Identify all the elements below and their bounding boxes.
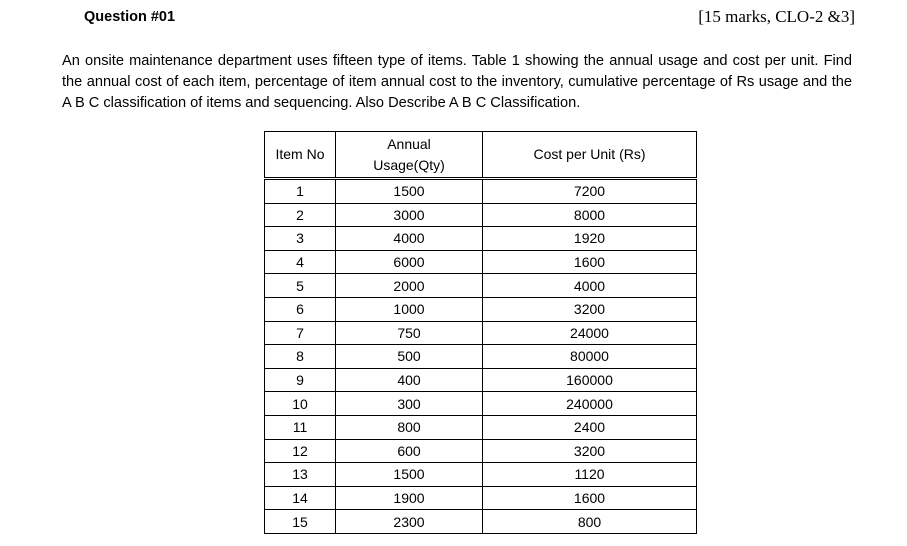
cell-item-no: 2 (265, 203, 336, 227)
question-text: An onsite maintenance department uses fifteen type of items. Table 1 showing the annual usage and cost per unit. Find the annual cost of each item, percentage of item annual cost to the inventory, cumulative percentage of Rs usage and the A B C classification of items and sequencing. Also Describe A B C Classification. (62, 53, 852, 111)
cell-cost-per-unit: 4000 (483, 274, 697, 298)
table-row (265, 510, 697, 534)
cell-cost-per-unit: 7200 (483, 179, 697, 204)
cell-cost-per-unit: 160000 (483, 368, 697, 392)
table-row (265, 179, 697, 204)
cell-item-no: 13 (265, 463, 336, 487)
cell-annual-usage: 600 (336, 439, 483, 463)
cell-item-no: 14 (265, 486, 336, 510)
cell-cost-per-unit: 3200 (483, 297, 697, 321)
table-row (265, 297, 697, 321)
cell-cost-per-unit: 1920 (483, 227, 697, 251)
cell-item-no: 8 (265, 345, 336, 369)
table-row (265, 227, 697, 251)
cell-item-no: 5 (265, 274, 336, 298)
cell-cost-per-unit: 8000 (483, 203, 697, 227)
table-row (265, 250, 697, 274)
cell-annual-usage: 2300 (336, 510, 483, 534)
cell-cost-per-unit: 80000 (483, 345, 697, 369)
cell-cost-per-unit: 3200 (483, 439, 697, 463)
table-row (265, 392, 697, 416)
cell-annual-usage: 2000 (336, 274, 483, 298)
cell-annual-usage: 300 (336, 392, 483, 416)
cell-item-no: 7 (265, 321, 336, 345)
table-row (265, 486, 697, 510)
table-row (265, 203, 697, 227)
table-row (265, 274, 697, 298)
table-row (265, 345, 697, 369)
cell-annual-usage: 6000 (336, 250, 483, 274)
cell-annual-usage: 500 (336, 345, 483, 369)
cell-item-no: 9 (265, 368, 336, 392)
cell-annual-usage: 1500 (336, 179, 483, 204)
cell-item-no: 11 (265, 415, 336, 439)
cell-item-no: 1 (265, 179, 336, 204)
cell-annual-usage: 800 (336, 415, 483, 439)
cell-item-no: 10 (265, 392, 336, 416)
table-row (265, 439, 697, 463)
cell-cost-per-unit: 1600 (483, 486, 697, 510)
header-cost-per-unit: Cost per Unit (Rs) (483, 132, 697, 179)
cell-cost-per-unit: 1600 (483, 250, 697, 274)
cell-cost-per-unit: 1120 (483, 463, 697, 487)
cell-annual-usage: 4000 (336, 227, 483, 251)
table-row (265, 368, 697, 392)
header-annual-usage (336, 132, 483, 179)
cell-cost-per-unit: 2400 (483, 415, 697, 439)
cell-cost-per-unit: 800 (483, 510, 697, 534)
cell-annual-usage: 750 (336, 321, 483, 345)
cell-annual-usage: 1000 (336, 297, 483, 321)
cell-item-no: 12 (265, 439, 336, 463)
table-body (265, 179, 697, 534)
cell-item-no: 3 (265, 227, 336, 251)
cell-annual-usage: 1900 (336, 486, 483, 510)
table-row (265, 463, 697, 487)
table-row (265, 321, 697, 345)
question-title: Question #01 (84, 9, 176, 25)
marks-label: [15 marks, CLO-2 &3] (698, 7, 855, 26)
table-header-row (265, 132, 697, 179)
cell-item-no: 15 (265, 510, 336, 534)
cell-item-no: 6 (265, 297, 336, 321)
usage-cost-table (264, 131, 697, 534)
header-annual-line1: Annual (387, 135, 431, 152)
cell-cost-per-unit: 240000 (483, 392, 697, 416)
cell-annual-usage: 400 (336, 368, 483, 392)
cell-annual-usage: 3000 (336, 203, 483, 227)
table-row (265, 415, 697, 439)
header-item-no: Item No (265, 132, 336, 179)
cell-item-no: 4 (265, 250, 336, 274)
header-annual-line2: Usage(Qty) (373, 156, 445, 173)
cell-annual-usage: 1500 (336, 463, 483, 487)
cell-cost-per-unit: 24000 (483, 321, 697, 345)
